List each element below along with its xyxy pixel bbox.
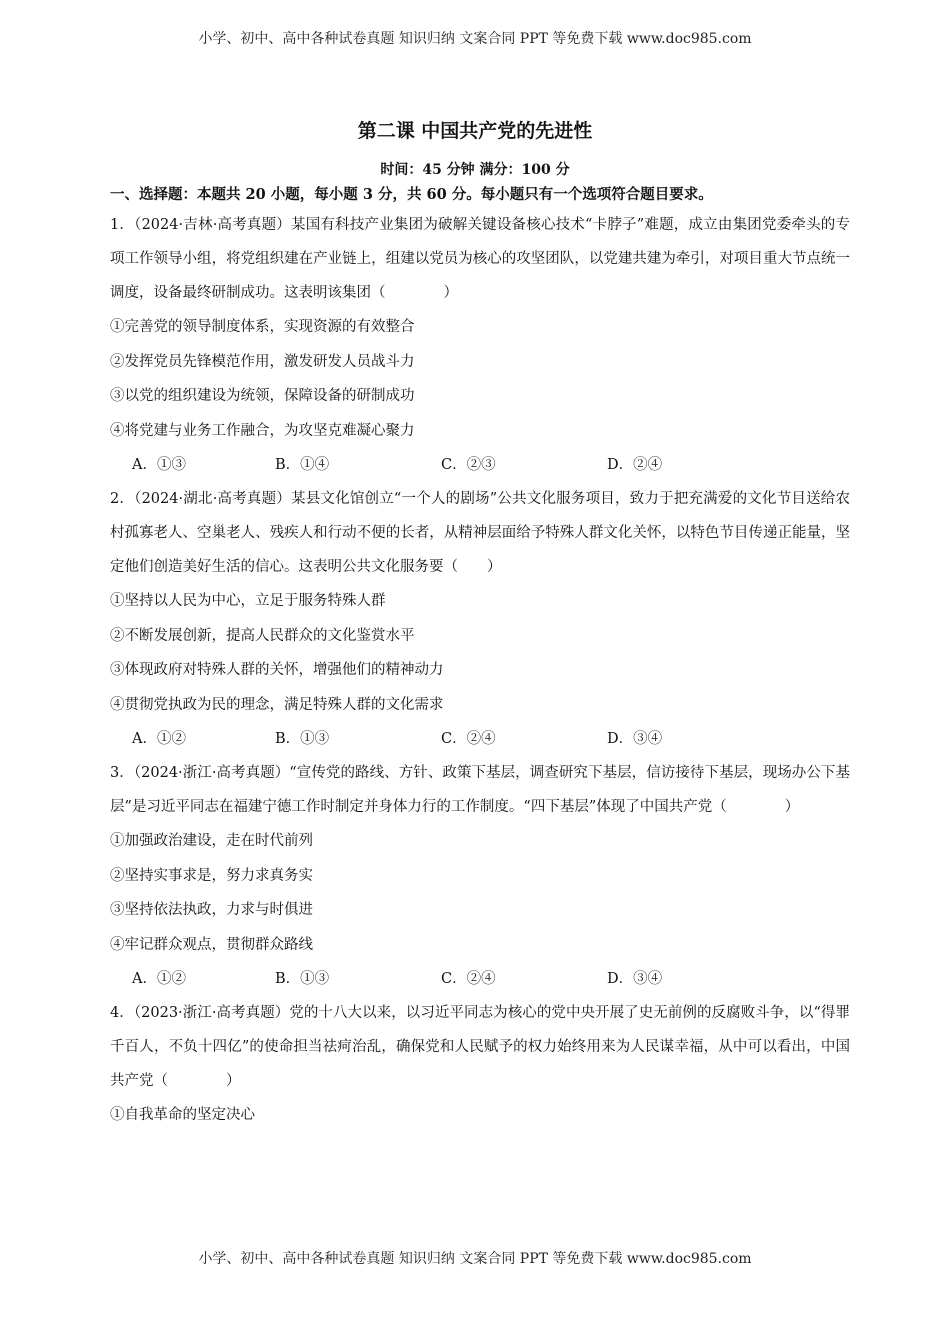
choice-b[interactable]: B．①③ bbox=[275, 971, 330, 987]
choice-a[interactable]: A．①③ bbox=[132, 457, 186, 473]
question-4 bbox=[110, 996, 850, 1133]
question-stem: 1．（2024·吉林·高考真题）某国有科技产业集团为破解关键设备核心技术“卡脖子”难题，成立由集团党委牵头的专项工作领导小组，将党组织建在产业链上，组建以党员为核心的攻坚团队，以党建共建为牵引，对项目重大节点统一调度，设备最终研制成功。这表明该集团（ ） bbox=[110, 217, 850, 301]
choice-b[interactable]: B．①③ bbox=[275, 731, 330, 747]
statement: ②发挥党员先锋模范作用，激发研发人员战斗力 bbox=[110, 353, 415, 370]
question-1 bbox=[110, 208, 850, 482]
exam-info: 时间：45 分钟 满分：100 分 bbox=[380, 162, 570, 178]
choice-c[interactable]: C．②④ bbox=[441, 731, 496, 747]
choice-a[interactable]: A．①② bbox=[132, 731, 186, 747]
question-2 bbox=[110, 482, 850, 756]
page-title: 第二课 中国共产党的先进性 bbox=[357, 120, 593, 142]
statement: ③坚持依法执政，力求与时俱进 bbox=[110, 902, 313, 918]
statement: ①坚持以人民为中心，立足于服务特殊人群 bbox=[110, 593, 386, 609]
question-3 bbox=[110, 756, 850, 996]
choice-d[interactable]: D．②④ bbox=[607, 457, 663, 473]
statement: ②不断发展创新，提高人民群众的文化鉴赏水平 bbox=[110, 627, 415, 644]
choice-c[interactable]: C．②④ bbox=[441, 971, 496, 987]
answer-choices bbox=[110, 962, 850, 996]
statement: ③以党的组织建设为统领，保障设备的研制成功 bbox=[110, 388, 415, 404]
question-stem: 4．（2023·浙江·高考真题）党的十八大以来，以习近平同志为核心的党中央开展了史无前例的反腐败斗争，以“得罪千百人，不负十四亿”的使命担当祛疴治乱，确保党和人民赋予的权力始终用来为人民谋幸福，从中可以看出，中国共产党（ ） bbox=[110, 1005, 850, 1089]
page-header: 小学、初中、高中各种试卷真题 知识归纳 文案合同 PPT 等免费下载 www.doc985.com bbox=[198, 31, 752, 47]
choice-c[interactable]: C．②③ bbox=[441, 457, 496, 473]
exam-content bbox=[110, 182, 850, 1133]
question-stem: 2．（2024·湖北·高考真题）某县文化馆创立“一个人的剧场”公共文化服务项目，致力于把充满爱的文化节目送给农村孤寡老人、空巢老人、残疾人和行动不便的长者，从精神层面给予特殊人群文化关怀，以特色节目传递正能量，坚定他们创造美好生活的信心。这表明公共文化服务要（ ） bbox=[110, 491, 850, 575]
statement: ①完善党的领导制度体系，实现资源的有效整合 bbox=[110, 319, 415, 335]
answer-choices bbox=[110, 448, 850, 482]
answer-choices bbox=[110, 722, 850, 756]
statement: ④将党建与业务工作融合，为攻坚克难凝心聚力 bbox=[110, 422, 415, 439]
statement: ④牢记群众观点，贯彻群众路线 bbox=[110, 936, 313, 953]
choice-d[interactable]: D．③④ bbox=[607, 971, 663, 987]
statement: ①加强政治建设，走在时代前列 bbox=[110, 833, 313, 849]
statement: ②坚持实事求是，努力求真务实 bbox=[110, 867, 313, 884]
section-heading: 一、选择题：本题共 20 小题，每小题 3 分，共 60 分。每小题只有一个选项符合题目要求。 bbox=[110, 186, 713, 203]
choice-a[interactable]: A．①② bbox=[132, 971, 186, 987]
choice-d[interactable]: D．③④ bbox=[607, 731, 663, 747]
choice-b[interactable]: B．①④ bbox=[275, 457, 330, 473]
question-stem: 3．（2024·浙江·高考真题）“宣传党的路线、方针、政策下基层，调查研究下基层，信访接待下基层，现场办公下基层”是习近平同志在福建宁德工作时制定并身体力行的工作制度。“四下基层”体现了中国共产党（ ） bbox=[110, 765, 850, 815]
page-footer: 小学、初中、高中各种试卷真题 知识归纳 文案合同 PPT 等免费下载 www.doc985.com bbox=[198, 1251, 752, 1267]
statement: ④贯彻党执政为民的理念，满足特殊人群的文化需求 bbox=[110, 696, 444, 713]
statement: ①自我革命的坚定决心 bbox=[110, 1107, 255, 1123]
statement: ③体现政府对特殊人群的关怀，增强他们的精神动力 bbox=[110, 662, 444, 678]
